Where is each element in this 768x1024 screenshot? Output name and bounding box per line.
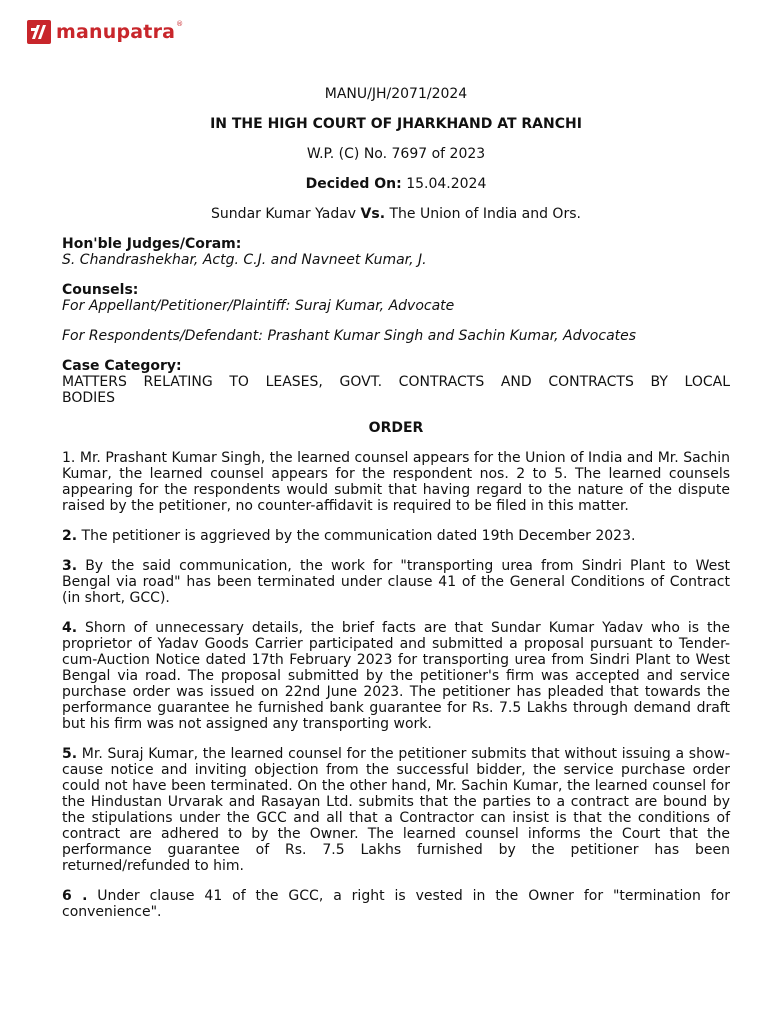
court-name: IN THE HIGH COURT OF JHARKHAND AT RANCHI [210,116,582,132]
paragraph-number: 2. [62,528,78,544]
judges-value: S. Chandrashekhar, Actg. C.J. and Navneet Kumar, J. [62,252,427,268]
paragraph-text: Mr. Suraj Kumar, the learned counsel for the petitioner submits that without issuing a show-cause notice and inviting objection from the successful bidder, the service purchase order could not have been terminated. On the other hand, Mr. Sachin Kumar, the learned counsel for the Hindustan Urvarak and Rasayan Ltd. submits that the parties to a contract are bound by the stipulations under the GCC and all that a Contractor can insist is that the conditions of contract are adhered to by the Owner. The learned counsel informs the Court that the performance guarantee of Rs. 7.5 Lakhs furnished by the petitioner has been returned/refunded to him. [62,746,731,874]
order-paragraph-3 [62,558,730,606]
paragraph-number: 3. [62,558,78,574]
decided-on [62,176,730,192]
paragraph-text: By the said communication, the work for "transporting urea from Sindri Plant to West Bengal via road" has been terminated under clause 41 of the General Conditions of Contract (in short, GCC). [62,558,730,606]
case-category-label: Case Category: [62,358,182,374]
order-paragraph-2 [62,528,730,544]
document-body [62,86,730,920]
party-petitioner: Sundar Kumar Yadav [211,206,357,222]
order-paragraph-5 [62,746,730,874]
paragraph-number: 6 . [62,888,88,904]
order-paragraph-6 [62,888,730,920]
case-category-line2: BODIES [62,390,116,406]
paragraph-number: 1. [62,450,76,466]
order-paragraph-1 [62,450,730,514]
paragraph-number: 4. [62,620,78,636]
parties [62,206,730,222]
registered-mark: ® [176,20,184,28]
paragraph-text: The petitioner is aggrieved by the communication dated 19th December 2023. [81,528,636,544]
paragraph-text: Under clause 41 of the GCC, a right is vested in the Owner for "termination for convenience". [62,888,730,920]
brand-name: manupatra [56,21,176,43]
paragraph-text: Mr. Prashant Kumar Singh, the learned counsel appears for the Union of India and Mr. Sachin Kumar, the learned counsel appears for the respondent nos. 2 to 5. The learned counsels appearing for the respondents would submit that having regard to the nature of the dispute raised by the petitioner, no counter-affidavit is required to be filed in this matter. [62,450,731,514]
citation: MANU/JH/2071/2024 [324,86,468,102]
order-paragraph-4 [62,620,730,732]
case-category-line1: MATTERS RELATING TO LEASES, GOVT. CONTRACTS AND CONTRACTS BY LOCAL [62,374,730,390]
judges-label: Hon'ble Judges/Coram: [62,236,242,252]
case-number: W.P. (C) No. 7697 of 2023 [306,146,486,162]
paragraph-number: 5. [62,746,78,762]
paragraph-text: Shorn of unnecessary details, the brief facts are that Sundar Kumar Yadav who is the proprietor of Yadav Goods Carrier participated and submitted a proposal pursuant to Tender-cum-Auction Notice dated 17th February 2023 for transporting urea from Sindri Plant to West Bengal via road. The proposal submitted by the petitioner's firm was accepted and service purchase order was issued on 22nd June 2023. The petitioner has pleaded that towards the performance guarantee he furnished bank guarantee for Rs. 7.5 Lakhs through demand draft but his firm was not assigned any transporting work. [62,620,730,732]
counsel-appellant: For Appellant/Petitioner/Plaintiff: Suraj Kumar, Advocate [62,298,455,314]
order-title: ORDER [368,420,424,436]
versus: Vs. [360,206,386,222]
party-respondent: The Union of India and Ors. [389,206,581,222]
decided-date: 15.04.2024 [406,176,487,192]
counsels-label: Counsels: [62,282,139,298]
manupatra-logo [26,17,183,47]
manupatra-logo-icon [26,19,52,45]
decided-label: Decided On: [305,176,402,192]
counsel-respondent: For Respondents/Defendant: Prashant Kumar Singh and Sachin Kumar, Advocates [62,328,637,344]
